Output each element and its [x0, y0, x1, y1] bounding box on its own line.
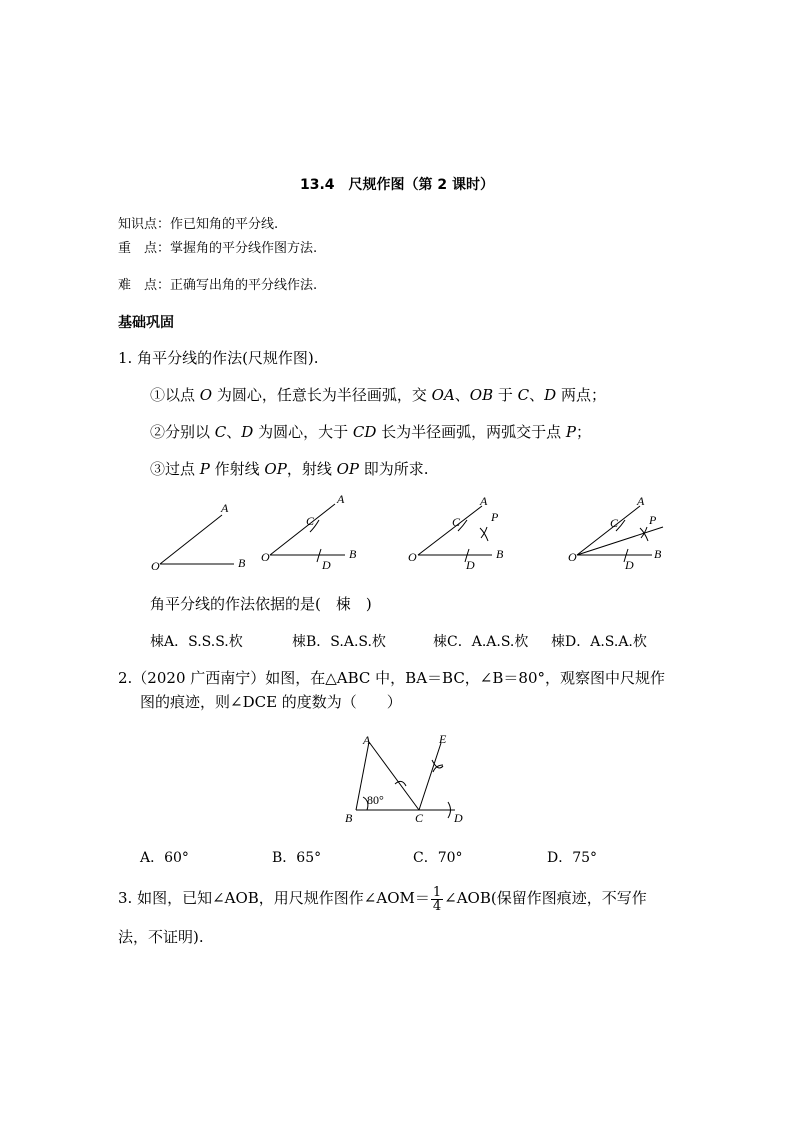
q2-label-e: E: [439, 732, 447, 746]
q3-stem-line-2: 法，不证明).: [118, 928, 204, 946]
fig3-label-p: P: [491, 510, 499, 524]
key-point: 重 点：掌握角的平分线作图方法.: [118, 241, 318, 256]
fig2-label-b: B: [349, 547, 357, 561]
section-heading: 基础巩固: [118, 315, 174, 331]
q2-label-c: C: [415, 811, 424, 825]
fig3-label-d: D: [466, 558, 475, 572]
fig2-label-c: C: [306, 514, 315, 528]
q3-stem-line-1: 3. 如图，已知∠AOB，用尺规作图作∠AOM＝ $\frac{1}{4}$ ∠AOB(保留作图痕迹，不写作: [118, 884, 647, 914]
q1-step-1: ①以点 O 为圆心，任意长为半径画弧，交 OA、OB 于 C、D 两点；: [150, 386, 606, 404]
q2-angle-label: 80°: [367, 793, 384, 807]
fraction-one-quarter: $\frac{1}{4}$: [432, 884, 442, 914]
q1-option-b[interactable]: 梀B．S.A.S.杴: [292, 634, 386, 650]
fig4-label-c: C: [610, 516, 619, 530]
q1-basis-question: 角平分线的作法依据的是( 梀 ): [150, 595, 372, 613]
fig2-label-a: A: [337, 492, 345, 506]
fig3-label-b: B: [496, 547, 504, 561]
q2-option-b[interactable]: B．65°: [272, 850, 322, 866]
fig4-label-b: B: [654, 547, 662, 561]
page-title: 13.4 尺规作图（第 2 课时）: [299, 177, 495, 193]
q2-label-d: D: [454, 811, 463, 825]
q1-figure-angle: [160, 515, 234, 564]
fig1-label-b: B: [238, 556, 246, 570]
fig4-label-o: O: [568, 550, 577, 564]
fig3-label-a: A: [480, 494, 488, 508]
q2-option-c[interactable]: C．70°: [413, 850, 463, 866]
q1-step-3: ③过点 P 作射线 OP，射线 OP 即为所求.: [150, 460, 429, 478]
q2-option-a[interactable]: A．60°: [140, 850, 189, 866]
fig4-label-p: P: [649, 513, 657, 527]
fig1-label-a: A: [221, 501, 229, 515]
q1-step-2: ②分别以 C、D 为圆心，大于 CD 长为半径画弧，两弧交于点 P；: [150, 423, 592, 441]
q1-option-a[interactable]: 梀A．S.S.S.杴: [150, 634, 243, 650]
q2-stem-line-1: 2.（2020 广西南宁）如图，在△ABC 中，BA＝BC，∠B＝80°，观察图中尺规作: [118, 669, 665, 687]
q1-option-c[interactable]: 梀C．A.A.S.杴: [433, 634, 529, 650]
q1-figure-step1: [270, 504, 345, 562]
fig4-label-d: D: [625, 558, 634, 572]
fig3-label-o: O: [408, 550, 417, 564]
q2-stem-line-2: 图的痕迹，则∠DCE 的度数为（ ）: [140, 693, 402, 711]
q2-option-d[interactable]: D．75°: [547, 850, 598, 866]
q2-figure: [340, 728, 480, 828]
q2-label-b: B: [345, 811, 353, 825]
fig2-label-d: D: [322, 558, 331, 572]
difficult-point: 难 点：正确写出角的平分线作法.: [118, 278, 318, 293]
fig3-label-c: C: [452, 515, 461, 529]
fig1-label-o: O: [151, 559, 160, 573]
fig4-label-a: A: [637, 494, 645, 508]
fig2-label-o: O: [261, 550, 270, 564]
q1-option-d[interactable]: 梀D．A.S.A.杴: [551, 634, 647, 650]
q1-construction-figures: [140, 490, 680, 580]
q1-heading: 1. 角平分线的作法(尺规作图).: [118, 349, 319, 367]
knowledge-point: 知识点：作已知角的平分线.: [118, 217, 279, 232]
q2-label-a: A: [363, 733, 371, 747]
